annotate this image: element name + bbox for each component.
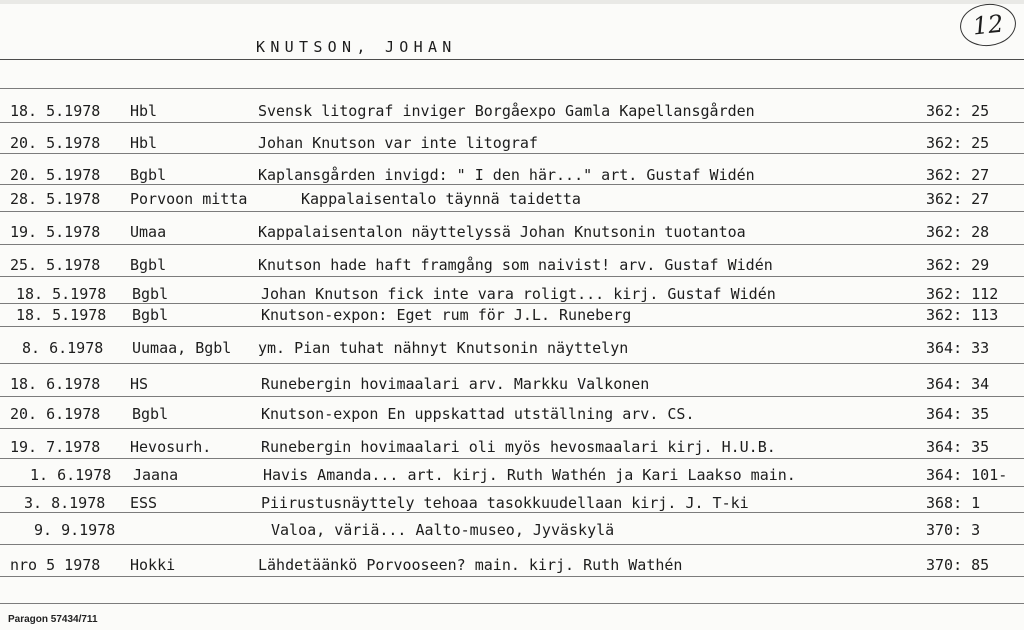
entry-source: Hevosurh. — [130, 438, 212, 456]
entry-ref: 364: 35 — [926, 405, 990, 423]
row-rule — [0, 244, 1024, 245]
entry-text: Johan Knutson fick inte vara roligt... kirj. Gustaf Widén — [261, 285, 776, 303]
entry-text: Havis Amanda... art. kirj. Ruth Wathén ja Kari Laakso main. — [263, 466, 796, 484]
entry-date: 18. 5.1978 — [16, 306, 107, 324]
entry-text: Svensk litograf inviger Borgåexpo Gamla Kapellansgården — [258, 102, 755, 120]
entry-source: Hbl — [130, 102, 158, 120]
entry-source: Uumaa, Bgbl — [132, 339, 232, 357]
entry-text: ym. Pian tuhat nähnyt Knutsonin näyttelyn — [258, 339, 629, 357]
row-rule — [0, 486, 1024, 487]
footer-rule — [0, 603, 1024, 604]
row-rule — [0, 184, 1024, 185]
row-rule — [0, 153, 1024, 154]
entry-text: Kappalaisentalon näyttelyssä Johan Knutsonin tuotantoa — [258, 223, 746, 241]
entry-date: 18. 5.1978 — [10, 102, 101, 120]
entry-source: Bgbl — [132, 306, 169, 324]
entry-source: Umaa — [130, 223, 167, 241]
entry-ref: 364: 33 — [926, 339, 990, 357]
entry-date: 3. 8.1978 — [24, 494, 106, 512]
row-rule — [0, 576, 1024, 577]
row-rule — [0, 428, 1024, 429]
entry-date: nro 5 1978 — [10, 556, 101, 574]
entry-ref: 362: 29 — [926, 256, 990, 274]
entry-date: 28. 5.1978 — [10, 190, 101, 208]
row-rule — [0, 303, 1024, 304]
entry-ref: 362: 112 — [926, 285, 999, 303]
entry-date: 18. 5.1978 — [16, 285, 107, 303]
row-rule — [0, 122, 1024, 123]
row-rule — [0, 544, 1024, 545]
card-number: 12 — [958, 1, 1018, 49]
entry-source: Bgbl — [130, 256, 167, 274]
entry-date: 8. 6.1978 — [22, 339, 104, 357]
entry-date: 20. 6.1978 — [10, 405, 101, 423]
entry-source: Hokki — [130, 556, 176, 574]
entry-source: ESS — [130, 494, 158, 512]
entry-text: Kaplansgården invigd: " I den här..." art. Gustaf Widén — [258, 166, 755, 184]
top-edge — [0, 0, 1024, 4]
entry-ref: 370: 3 — [926, 521, 981, 539]
entry-date: 9. 9.1978 — [34, 521, 116, 539]
entry-text: Knutson-expon: Eget rum för J.L. Runeberg — [261, 306, 632, 324]
entry-ref: 362: 25 — [926, 134, 990, 152]
entry-text: Piirustusnäyttely tehoaa tasokkuudellaan kirj. J. T-ki — [261, 494, 749, 512]
entry-text: Runebergin hovimaalari oli myös hevosmaalari kirj. H.U.B. — [261, 438, 776, 456]
entry-text: Valoa, väriä... Aalto-museo, Jyväskylä — [271, 521, 615, 539]
entry-ref: 364: 101- — [926, 466, 1008, 484]
entry-date: 20. 5.1978 — [10, 134, 101, 152]
entry-date: 25. 5.1978 — [10, 256, 101, 274]
row-rule — [0, 211, 1024, 212]
row-rule — [0, 326, 1024, 327]
card-title: KNUTSON, JOHAN — [256, 38, 457, 56]
entry-source: Bgbl — [130, 166, 167, 184]
entry-text: Runebergin hovimaalari arv. Markku Valkonen — [261, 375, 650, 393]
entry-text: Knutson hade haft framgång som naivist! arv. Gustaf Widén — [258, 256, 773, 274]
entry-ref: 362: 113 — [926, 306, 999, 324]
entry-ref: 364: 35 — [926, 438, 990, 456]
entry-source: Bgbl — [132, 285, 169, 303]
entry-date: 18. 6.1978 — [10, 375, 101, 393]
entry-date: 20. 5.1978 — [10, 166, 101, 184]
entry-text: Knutson-expon En uppskattad utställning arv. CS. — [261, 405, 695, 423]
row-rule — [0, 276, 1024, 277]
entry-source: Hbl — [130, 134, 158, 152]
entry-ref: 370: 85 — [926, 556, 990, 574]
entry-text: Lähdetäänkö Porvooseen? main. kirj. Ruth Wathén — [258, 556, 683, 574]
entry-source: Porvoon mitta — [130, 190, 248, 208]
row-rule — [0, 396, 1024, 397]
entry-text: Kappalaisentalo täynnä taidetta — [301, 190, 581, 208]
entry-ref: 362: 28 — [926, 223, 990, 241]
printer-mark: Paragon 57434/711 — [8, 614, 98, 625]
entry-source: Jaana — [133, 466, 179, 484]
header-rule-lower — [0, 88, 1024, 89]
entry-date: 19. 7.1978 — [10, 438, 101, 456]
entry-text: Johan Knutson var inte litograf — [258, 134, 538, 152]
entry-ref: 364: 34 — [926, 375, 990, 393]
entry-date: 1. 6.1978 — [30, 466, 112, 484]
entry-ref: 362: 25 — [926, 102, 990, 120]
entry-date: 19. 5.1978 — [10, 223, 101, 241]
row-rule — [0, 458, 1024, 459]
entry-ref: 362: 27 — [926, 166, 990, 184]
header-rule — [0, 59, 1024, 60]
entry-source: HS — [130, 375, 149, 393]
entry-ref: 362: 27 — [926, 190, 990, 208]
entry-source: Bgbl — [132, 405, 169, 423]
row-rule — [0, 512, 1024, 513]
row-rule — [0, 363, 1024, 364]
entry-ref: 368: 1 — [926, 494, 981, 512]
